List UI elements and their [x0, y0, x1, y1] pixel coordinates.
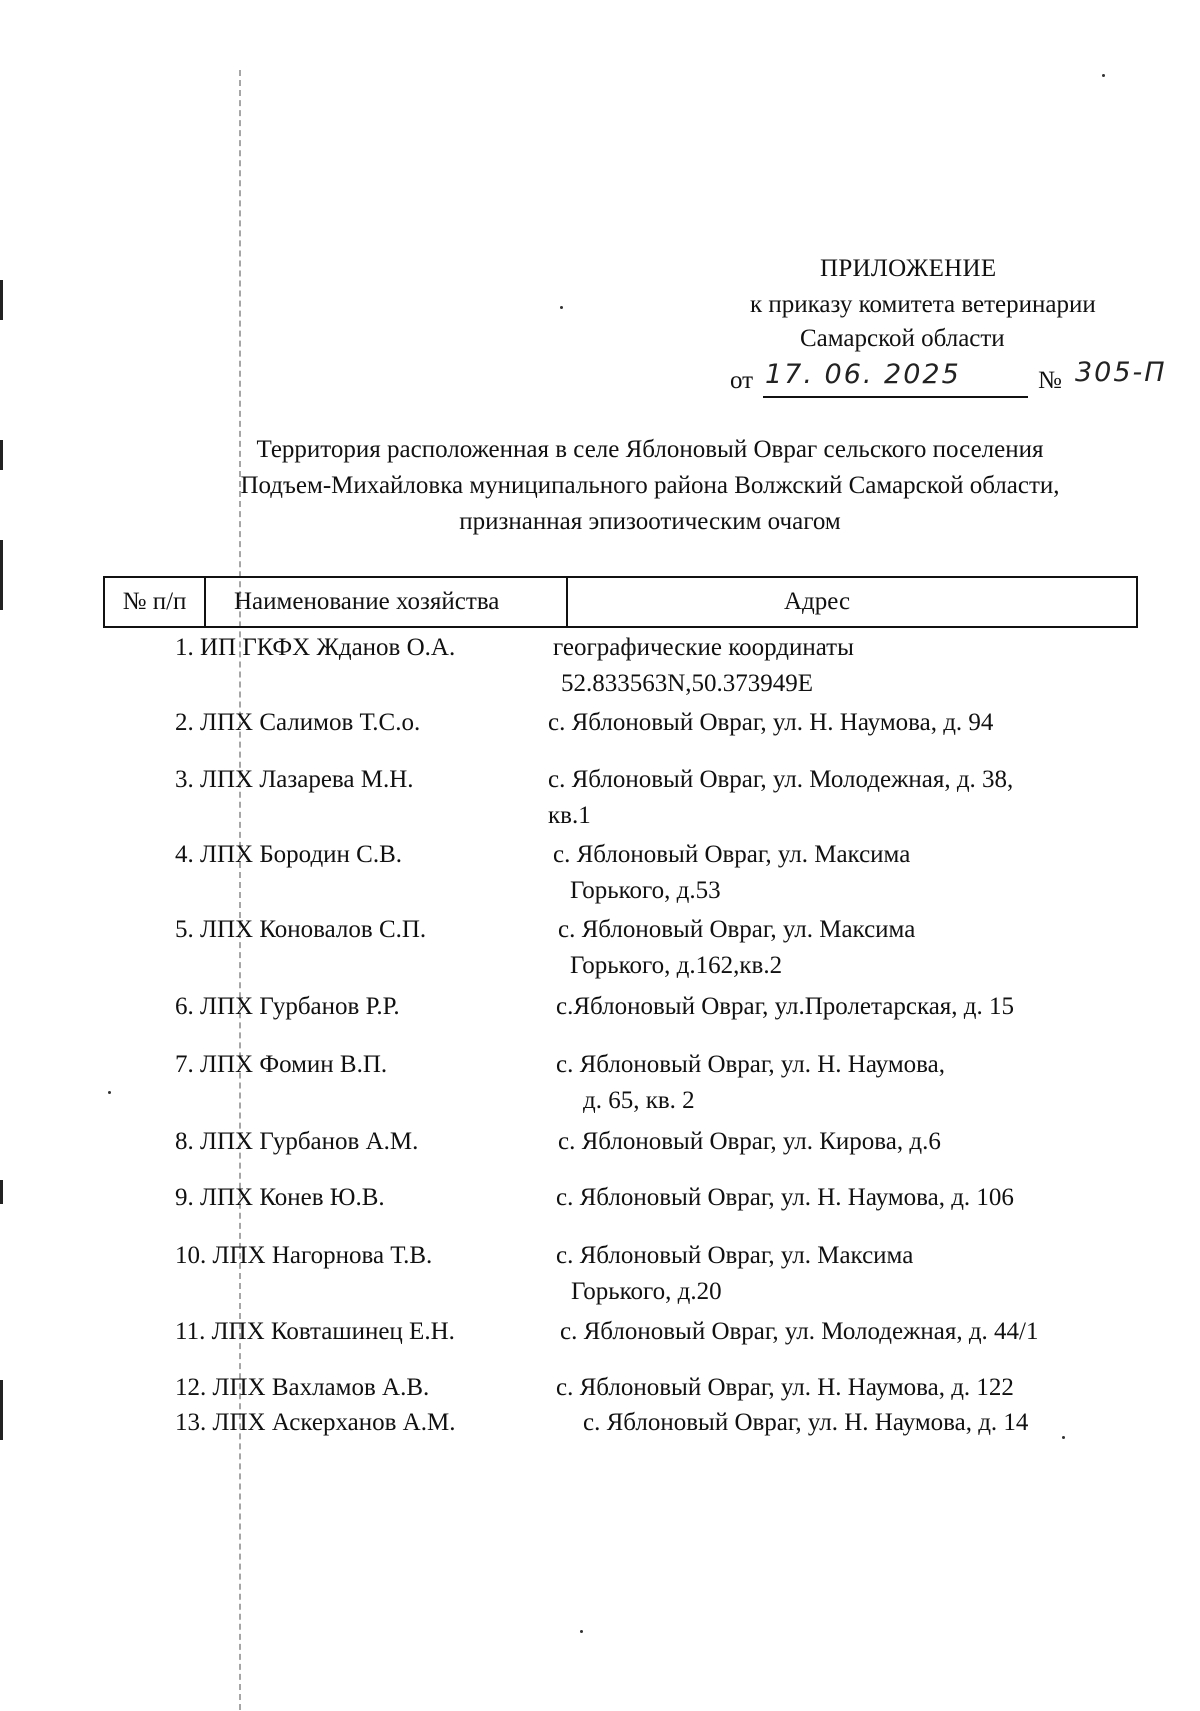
scan-edge-mark: [0, 1180, 3, 1204]
farm-address: [556, 1238, 913, 1310]
table-header: [103, 576, 1138, 628]
farm-address: [556, 1047, 945, 1119]
address-line: с. Яблоновый Овраг, ул. Н. Наумова, д. 94: [548, 709, 994, 736]
farm-address: [556, 1370, 1014, 1406]
farm-address: [556, 989, 1014, 1025]
scan-speck: [560, 306, 563, 309]
address-line: с.Яблоновый Овраг, ул.Пролетарская, д. 15: [556, 993, 1015, 1020]
region-line: Самарской области: [800, 325, 1005, 352]
address-line: с. Яблоновый Овраг, ул. Максима: [556, 1242, 914, 1269]
address-line: кв.1: [548, 802, 591, 829]
address-line: д. 65, кв. 2: [583, 1087, 695, 1114]
scan-edge-mark: [0, 280, 3, 320]
address-line: с. Яблоновый Овраг, ул. Молодежная, д. 38,: [548, 766, 1014, 793]
scan-edge-mark: [0, 540, 3, 610]
handwritten-date: 17. 06. 2025: [765, 359, 961, 390]
farm-name: 9. ЛПХ Конев Ю.В.: [175, 1184, 385, 1211]
farm-name: 4. ЛПХ Бородин С.В.: [175, 841, 403, 868]
heading-line: Подъем-Михайловка муниципального района Волжский Самарской области,: [240, 472, 1060, 499]
address-line: с. Яблоновый Овраг, ул. Н. Наумова, д. 14: [583, 1409, 1029, 1436]
address-line: с. Яблоновый Овраг, ул. Молодежная, д. 44/1: [560, 1318, 1039, 1345]
farm-name: 13. ЛПХ Аскерханов А.М.: [175, 1409, 456, 1436]
scan-speck: [108, 1091, 111, 1094]
address-line: с. Яблоновый Овраг, ул. Максима: [553, 841, 911, 868]
farm-name: 12. ЛПХ Вахламов А.В.: [175, 1374, 430, 1401]
farm-address: [558, 1124, 941, 1160]
column-header-number: № п/п: [105, 578, 206, 626]
farm-name: 6. ЛПХ Гурбанов Р.Р.: [175, 993, 400, 1020]
address-line: с. Яблоновый Овраг, ул. Н. Наумова, д. 106: [556, 1184, 1014, 1211]
heading-line: признанная эпизоотическим очагом: [459, 508, 841, 535]
address-line: Горького, д.53: [570, 877, 721, 904]
farm-name: 11. ЛПХ Ковташинец Е.Н.: [175, 1318, 455, 1345]
address-line: 52.833563N,50.373949E: [561, 670, 814, 697]
farm-name: 7. ЛПХ Фомин В.П.: [175, 1051, 388, 1078]
number-field: [1075, 357, 1180, 396]
farm-address: [560, 1314, 1038, 1350]
heading-line: Территория расположенная в селе Яблоновый Овраг сельского поселения: [256, 436, 1044, 463]
address-line: с. Яблоновый Овраг, ул. Максима: [558, 916, 916, 943]
address-line: с. Яблоновый Овраг, ул. Н. Наумова,: [556, 1051, 945, 1078]
address-line: с. Яблоновый Овраг, ул. Кирова, д.6: [558, 1128, 941, 1155]
column-header-name: Наименование хозяйства: [206, 578, 568, 626]
column-header-address: Адрес: [783, 588, 851, 615]
farm-address: [553, 837, 910, 909]
farm-address: [553, 630, 854, 702]
handwritten-number: 305-П: [1075, 357, 1167, 388]
number-label: №: [1038, 367, 1062, 394]
farm-address: [558, 912, 915, 984]
farm-address: [548, 705, 993, 741]
farm-name: 2. ЛПХ Салимов Т.С.о.: [175, 709, 421, 736]
farm-name: 1. ИП ГКФХ Жданов О.А.: [175, 634, 456, 661]
scan-fold-line: [239, 70, 241, 1710]
scan-speck: [580, 1630, 583, 1633]
date-number-line: [730, 357, 1170, 398]
address-line: географические координаты: [553, 634, 854, 661]
date-prefix: от: [730, 367, 754, 394]
farm-name: 8. ЛПХ Гурбанов А.М.: [175, 1128, 419, 1155]
farm-name: 3. ЛПХ Лазарева М.Н.: [175, 766, 414, 793]
scan-speck: [1062, 1436, 1065, 1439]
farm-address: [548, 762, 1013, 834]
farm-address: [583, 1405, 1028, 1441]
scan-edge-mark: [0, 1380, 3, 1440]
address-line: Горького, д.162,кв.2: [570, 952, 783, 979]
date-field: [763, 359, 1028, 398]
farm-name: 5. ЛПХ Коновалов С.П.: [175, 916, 427, 943]
document-heading: [150, 432, 1150, 540]
scan-edge-mark: [0, 440, 3, 470]
address-line: Горького, д.20: [571, 1278, 722, 1305]
farm-name: 10. ЛПХ Нагорнова Т.В.: [175, 1242, 433, 1269]
appendix-title: ПРИЛОЖЕНИЕ: [820, 255, 997, 282]
scan-speck: [1102, 74, 1105, 77]
order-reference-line: к приказу комитета ветеринарии: [750, 291, 1096, 318]
farm-address: [556, 1180, 1014, 1216]
address-line: с. Яблоновый Овраг, ул. Н. Наумова, д. 122: [556, 1374, 1014, 1401]
